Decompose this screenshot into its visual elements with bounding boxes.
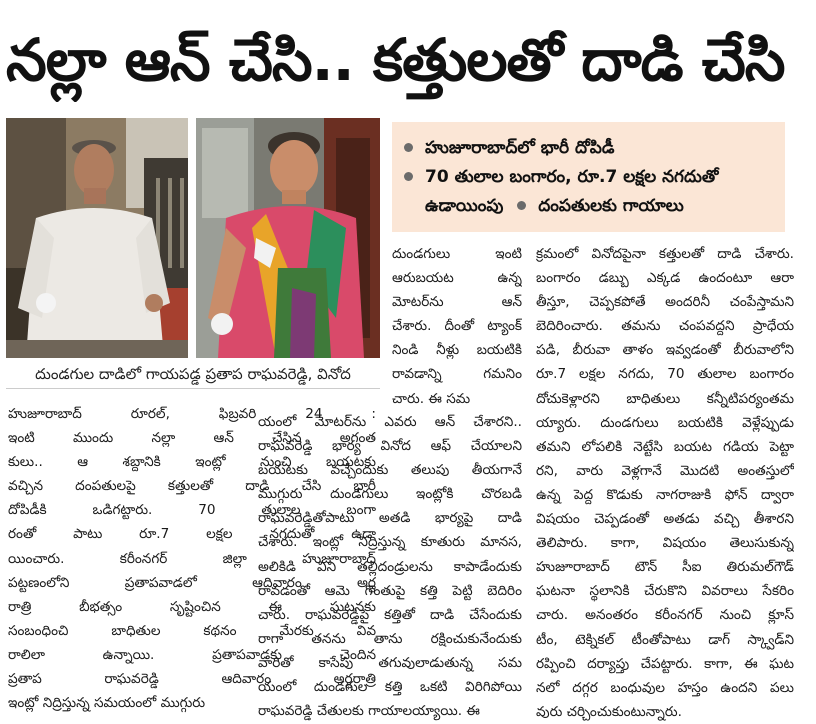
article-line: తమని లోపలికి నెట్టేసి బయట గడియ పెట్టా bbox=[536, 438, 794, 455]
article-line: అలికిడి విని తల్లిదండ్రులను కాపాడేందుకు bbox=[258, 558, 522, 575]
highlight-item bbox=[404, 134, 775, 163]
highlight-text: హుజూరాబాద్‌లో భారీ దోపిడీ bbox=[425, 138, 615, 158]
highlight-text: ఉడాయింపు bbox=[425, 196, 504, 216]
article-column-2-bottom bbox=[258, 410, 522, 723]
article-line: వచ్చిన దంపతులపై కత్తులతో దాడి చేసి భారీ bbox=[8, 478, 376, 495]
bullet-icon bbox=[517, 201, 526, 210]
article-line: నిండి నీళ్లు బయటికి bbox=[392, 342, 522, 359]
article-line: హుజూరాబాద్ రూరల్, ఫిబ్రవరి 24 : bbox=[8, 406, 376, 422]
article-line: రాగా తనను తాను రక్షించుకునేందుకు bbox=[258, 630, 522, 647]
article-line: బయటకు వచ్చేందుకు తలుపు తీయగానే bbox=[258, 462, 522, 479]
article-line: పడి, బీరువా తాళం ఇవ్వడంతో బీరువాలోని bbox=[536, 342, 794, 359]
highlight-text: దంపతులకు గాయాలు bbox=[538, 196, 684, 216]
article-line: టీం, టెక్నికల్ టీంతోపాటు డాగ్ స్క్వాడ్‌ని bbox=[536, 631, 794, 648]
photo-woman-illustration bbox=[196, 118, 380, 358]
article-line: రాఘవరెడ్డి భార్య వినోద ఆఫ్ చేయాలని bbox=[258, 438, 522, 455]
photo-vinoda bbox=[196, 118, 380, 358]
article-line: ఆరుబయట ఉన్న bbox=[392, 270, 522, 287]
article-line: యించారు. కరీంనగర్ జిల్లా హుజూరాబాద్ bbox=[8, 550, 376, 567]
article-line: కులు.. ఆ శబ్దానికి ఇంట్లో నుంచి బయటకు bbox=[8, 454, 376, 471]
article-line: రాత్రి బీభత్సం సృష్టించిన ఈ ఘటనకు bbox=[8, 598, 376, 615]
article-line: బంగారం డబ్బు ఎక్కడ ఉందంటూ ఆరా bbox=[536, 270, 794, 287]
article-line: రూ.7 లక్షల నగదు, 70 తులాల బంగారం bbox=[536, 366, 794, 383]
article-line: ఉన్న పెద్ద కొడుకు నాగరాజుకి ఫోన్ ద్వారా bbox=[536, 486, 794, 503]
photo-caption: దుండగుల దాడిలో గాయపడ్డ ప్రతాప రాఘవరెడ్డి, వినోద bbox=[6, 360, 380, 389]
article-line: ఇంటి ముందు నల్లా ఆన్ చేసిన అగంత bbox=[8, 430, 376, 447]
article-line: చారు. ఈ సమ bbox=[392, 390, 471, 407]
highlight-item bbox=[404, 192, 775, 221]
article-line: దుండగులు ఇంటి bbox=[392, 246, 522, 262]
article-line: ఇంట్లో నిద్రిస్తున్న సమయంలో ముగ్గురు bbox=[8, 695, 206, 712]
headline: నల్లా ఆన్ చేసి.. కత్తులతో దాడి చేసి bbox=[6, 26, 785, 94]
article-line: చేశారు. ఇంట్లో నిద్రిస్తున్న కూతురు మానస, bbox=[258, 534, 522, 551]
article-line: హుజూరాబాద్ టౌన్ సీఐ తిరుమల్‌గౌడ్ bbox=[536, 559, 794, 576]
photo-raghava-reddy bbox=[6, 118, 188, 358]
highlights-box bbox=[392, 122, 785, 232]
article-line: చారు. అనంతరం కరీంనగర్ నుంచి క్లూస్ bbox=[536, 607, 794, 624]
article-line: రాలిలా ఉన్నాయి. ప్రతాపవాడకు చెందిన bbox=[8, 646, 376, 663]
article-line: చేశారు. దీంతో ట్యాంక్ bbox=[392, 318, 522, 335]
article-column-2-top bbox=[392, 242, 522, 411]
article-line: బెదిరించారు. తమను చంపవద్దని ప్రాధేయ bbox=[536, 318, 794, 335]
article-column-3 bbox=[536, 242, 794, 724]
article-line: రాఘవరెడ్డి చేతులకు గాయాలయ్యాయి. ఈ bbox=[258, 703, 480, 720]
article-line: రని, వారు వెళ్లగానే మొదటి అంతస్తులో bbox=[536, 462, 794, 479]
article-line: తెలిపారు. కాగా, విషయం తెలుసుకున్న bbox=[536, 535, 794, 552]
article-line: విషయం చెప్పడంతో అతడు వచ్చి తీశారని bbox=[536, 511, 794, 528]
article-line: మోటర్‌ను ఆన్ bbox=[392, 294, 522, 311]
article-line: ప్రతాప రాఘవరెడ్డి ఆదివారం అర్ధరాత్రి bbox=[8, 671, 376, 688]
article-line: య్యారు. దుండగులు బయటికి వెళ్లేప్పుడు bbox=[536, 414, 794, 431]
article-line: వురు చర్చించుకుంటున్నారు. bbox=[536, 703, 682, 720]
article-line: రంతో పాటు రూ.7 లక్షల నగదుతో ఉడా bbox=[8, 526, 376, 543]
article-line: క్రమంలో వినోదపైనా కత్తులతో దాడి చేశారు. bbox=[536, 246, 794, 262]
article-line: యంలో దుండగుల కత్తి ఒకటి విరిగిపోయి bbox=[258, 679, 522, 696]
article-line: దోచుకెళ్లారని బాధితులు కన్నీటిపర్యంతమ bbox=[536, 390, 794, 407]
article-line: రావడంతో ఆమె గొంతుపై కత్తి పెట్టి బెదిరిం bbox=[258, 582, 522, 599]
article-line: రావడాన్ని గమనిం bbox=[392, 366, 522, 383]
article-line: దోపిడీకి ఒడిగట్టారు. 70 తులాల బంగా bbox=[8, 502, 376, 519]
article-line: చారు. రాఘవరెడ్డిపై కత్తితో దాడి చేసేందుకు bbox=[258, 606, 522, 623]
article-line: ఘటనా స్థలానికి చేరుకొని వివరాలు సేకరిం bbox=[536, 583, 794, 600]
highlight-text: 70 తులాల బంగారం, రూ.7 లక్షల నగదుతో bbox=[425, 167, 719, 187]
bullet-icon bbox=[404, 143, 413, 152]
article-line: నలో దగ్గర బంధువుల హస్తం ఉందని పలు bbox=[536, 679, 794, 696]
bullet-icon bbox=[404, 172, 413, 181]
highlight-item bbox=[404, 163, 775, 192]
article-line: సంబంధించి బాధితుల కథనం మేరకు వివ bbox=[8, 622, 376, 639]
article-line: వారితో కాసేపు తగువులాడుతున్న సమ bbox=[258, 654, 522, 671]
article-line: యంలో మోటర్‌ను ఎవరు ఆన్ చేశారని.. bbox=[258, 414, 522, 430]
article-line: తీస్తూ, చెప్పకపోతే అందరినీ చంపేస్తామని bbox=[536, 294, 794, 311]
article-line: ముగ్గురు దుండగులు ఇంట్లోకి చొరబడి bbox=[258, 486, 522, 503]
photo-man-illustration bbox=[6, 118, 188, 358]
article-line: రప్పించి దర్యాప్తు చేపట్టారు. కాగా, ఈ ఘట bbox=[536, 655, 794, 672]
article-line: పట్టణంలోని ప్రతాపవాడలో ఆదివారం అర్ధ bbox=[8, 574, 376, 591]
article-line: రాఘవరెడ్డితోపాటు అతడి భార్యపై దాడి bbox=[258, 510, 522, 527]
